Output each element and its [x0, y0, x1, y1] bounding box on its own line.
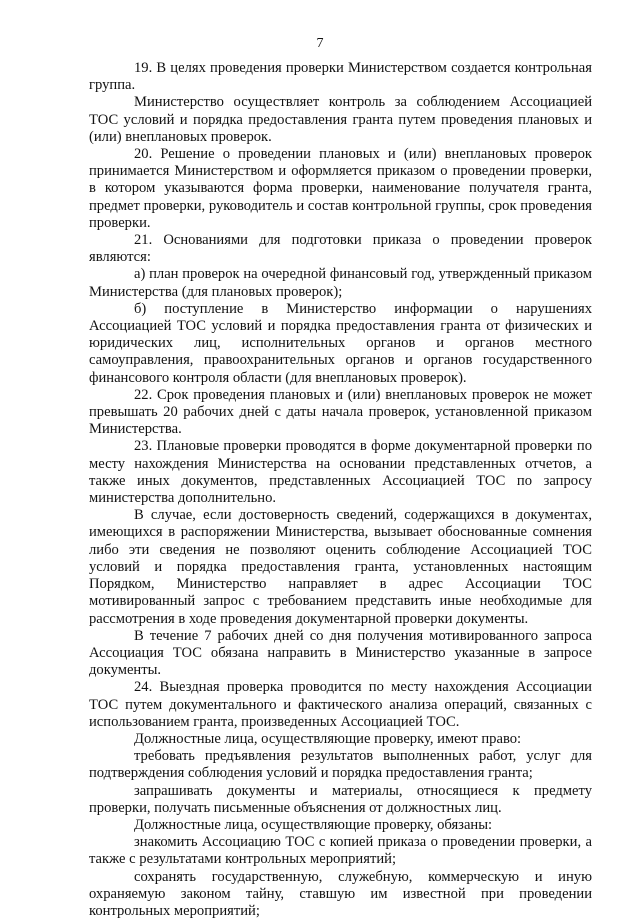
paragraph-duties-heading: Должностные лица, осуществляющие проверку, обязаны:: [134, 816, 493, 833]
paragraph-ministry-control: Министерство осуществляет контроль за соблюдением Ассоциацией ТОС условий и порядка предоставления гранта путем проведения плановых и (или) внеплановых проверок.: [89, 94, 592, 145]
paragraph-21-b: б) поступление в Министерство информации о нарушениях Ассоциацией ТОС условий и порядка предоставления гранта от физических и юридических лиц, исполнительных органов и органов местного самоуправления, правоохранительных органов и органов государственного финансового контроля области (для внеплановых проверок).: [89, 300, 592, 386]
paragraph-rights-heading: Должностные лица, осуществляющие проверку, имеют право:: [134, 730, 522, 747]
paragraph-right-demand: требовать предъявления результатов выполненных работ, услуг для подтверждения соблюдения условий и порядка предоставления гранта;: [89, 748, 592, 782]
paragraph-20: 20. Решение о проведении плановых и (или) внеплановых проверок принимается Министерством и оформляется приказом о проведении проверки, в котором указываются форма проверки, наименование получателя гранта, предмет проверки, руководитель и состав контрольной группы, срок проведения проверки.: [89, 146, 592, 231]
document-body: [89, 60, 592, 920]
paragraph-19: 19. В целях проведения проверки Министерством создается контрольная группа.: [89, 60, 592, 94]
page-number: 7: [316, 36, 324, 51]
paragraph-23: 23. Плановые проверки проводятся в форме документарной проверки по месту нахождения Министерства на основании представленных отчетов, а также иных документов, представленных Ассоциацией ТОС по запросу министерства дополнительно.: [89, 438, 592, 507]
paragraph-23-deadline: В течение 7 рабочих дней со дня получения мотивированного запроса Ассоциация ТОС обязана направить в Министерство указанные в запросе документы.: [89, 627, 592, 679]
paragraph-21: 21. Основаниями для подготовки приказа о проведении проверок являются:: [89, 232, 592, 266]
paragraph-right-request: запрашивать документы и материалы, относящиеся к предмету проверки, получать письменные объяснения от должностных лиц.: [89, 782, 592, 816]
paragraph-duty-inform: знакомить Ассоциацию ТОС с копией приказа о проведении проверки, а также с результатами контрольных мероприятий;: [89, 834, 592, 868]
paragraph-23-doubts: В случае, если достоверность сведений, содержащихся в документах, имеющихся в распоряжении Министерства, вызывает обоснованные сомнения либо эти сведения не позволяют оценить соблюдение Ассоциацией ТОС условий и порядка предоставления гранта, установленных настоящим Порядком, Министерство направляет в адрес Ассоциации ТОС мотивированный запрос с требованием представить иные необходимые для рассмотрения в ходе проведения документарной проверки документы.: [89, 507, 592, 627]
paragraph-24: 24. Выездная проверка проводится по месту нахождения Ассоциации ТОС путем документального и фактического анализа операций, связанных с использованием гранта, произведенных Ассоциацией ТОС.: [89, 679, 592, 730]
paragraph-duty-secrecy: сохранять государственную, служебную, коммерческую и иную охраняемую законом тайну, ставшую им известной при проведении контрольных мероприятий;: [89, 868, 592, 919]
paragraph-21-a: а) план проверок на очередной финансовый год, утвержденный приказом Министерства (для плановых проверок);: [89, 266, 592, 300]
paragraph-22: 22. Срок проведения плановых и (или) внеплановых проверок не может превышать 20 рабочих дней с даты начала проверок, установленной приказом Министерства.: [89, 386, 592, 438]
